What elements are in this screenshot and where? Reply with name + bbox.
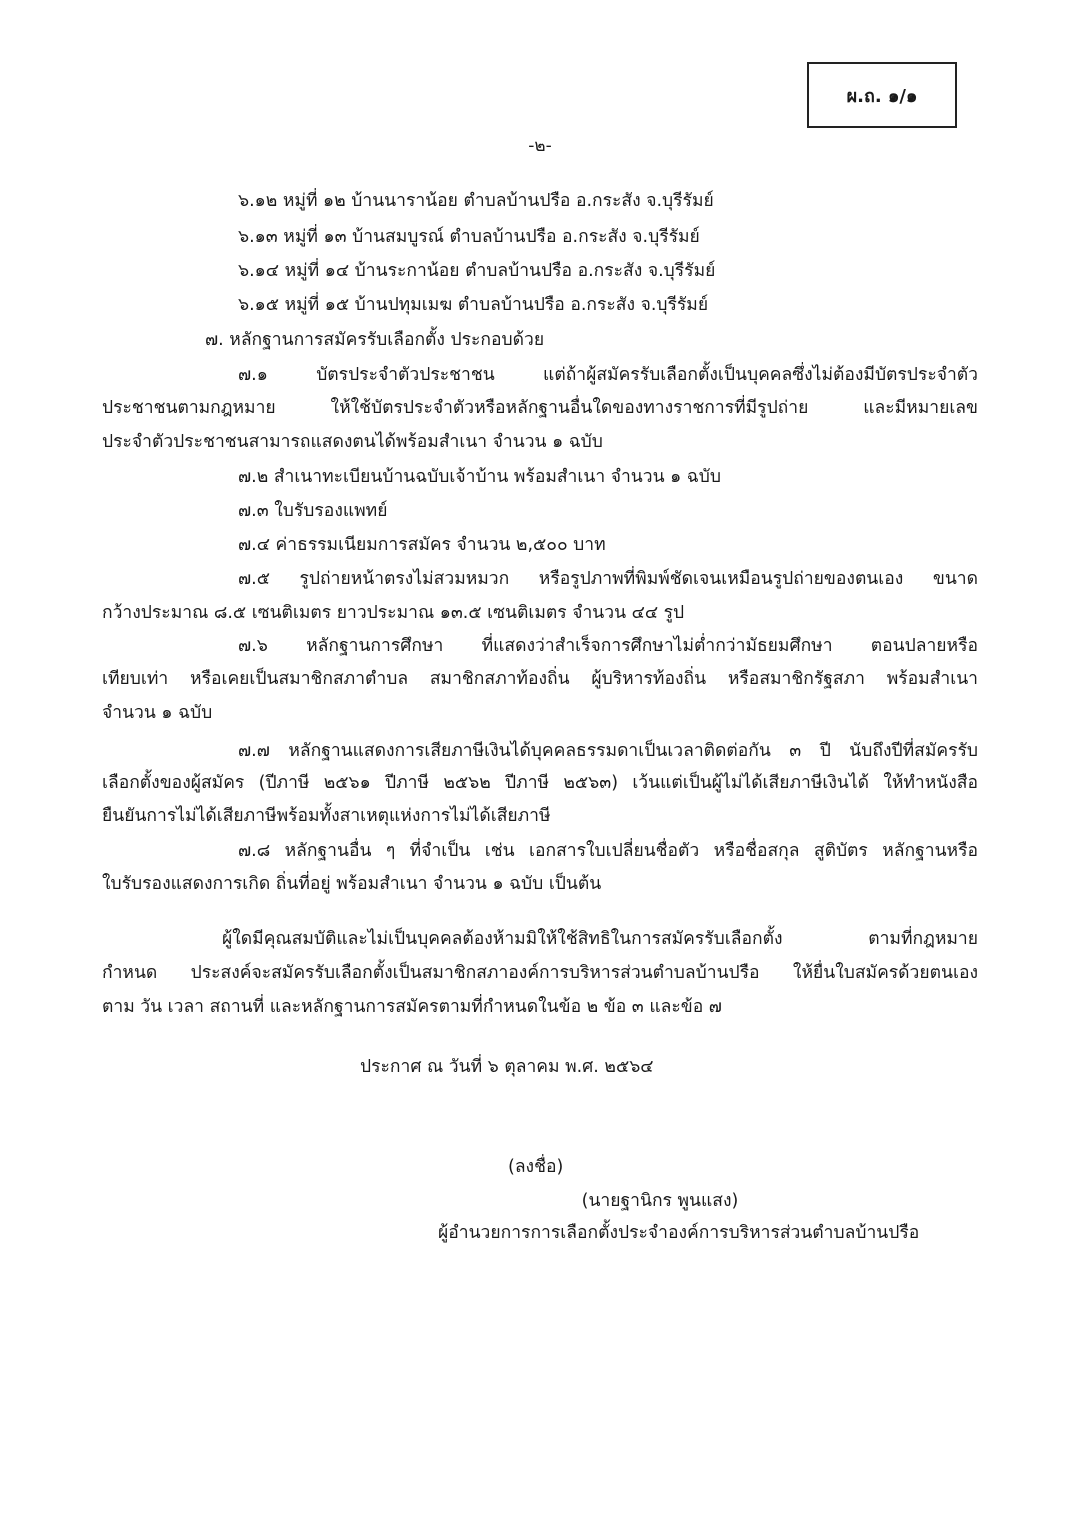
announce-date: ประกาศ ณ วันที่ ๖ ตุลาคม พ.ศ. ๒๕๖๔: [360, 1057, 654, 1077]
form-code: ผ.ถ. ๑/๑: [846, 85, 918, 107]
item-7-6-line: เทียบเท่า หรือเคยเป็นสมาชิกสภาตำบล สมาชิกสภาท้องถิ่น ผู้บริหารท้องถิ่น หรือสมาชิกรัฐสภา พร้อมสำเนา: [102, 669, 978, 689]
item-7-1-line: ประจำตัวประชาชนสามารถแสดงตนได้พร้อมสำเนา จำนวน ๑ ฉบับ: [102, 432, 603, 452]
item-7-1-line: ประชาชนตามกฎหมาย ให้ใช้บัตรประจำตัวหรือหลักฐานอื่นใดของทางราชการที่มีรูปถ่าย และมีหมายเลข: [102, 398, 978, 418]
closing-line: ตาม วัน เวลา สถานที่ และหลักฐานการสมัครตามที่กำหนดในข้อ ๒ ข้อ ๓ และข้อ ๗: [102, 997, 722, 1017]
item-7-1-line: ๗.๑ บัตรประจำตัวประชาชน แต่ถ้าผู้สมัครรับเลือกตั้งเป็นบุคคลซึ่งไม่ต้องมีบัตรประจำตัว: [238, 365, 978, 385]
item-7-5-line: ๗.๕ รูปถ่ายหน้าตรงไม่สวมหมวก หรือรูปภาพที่พิมพ์ชัดเจนเหมือนรูปถ่ายของตนเอง ขนาด: [238, 569, 978, 589]
village-line: ๖.๑๓ หมู่ที่ ๑๓ บ้านสมบูรณ์ ตำบลบ้านปรือ อ.กระสัง จ.บุรีรัมย์: [238, 227, 700, 247]
item-7-7-line: ๗.๗ หลักฐานแสดงการเสียภาษีเงินได้บุคคลธรรมดาเป็นเวลาติดต่อกัน ๓ ปี นับถึงปีที่สมัครรับ: [238, 741, 978, 761]
item-7-7-line: ยืนยันการไม่ได้เสียภาษีพร้อมทั้งสาเหตุแห่งการไม่ได้เสียภาษี: [102, 806, 551, 826]
closing-line: กำหนด ประสงค์จะสมัครรับเลือกตั้งเป็นสมาชิกสภาองค์การบริหารส่วนตำบลบ้านปรือ ให้ยื่นใบสมัครด้วยตนเอง: [102, 963, 978, 983]
item-7-6-line: ๗.๖ หลักฐานการศึกษา ที่แสดงว่าสำเร็จการศึกษาไม่ต่ำกว่ามัธยมศึกษา ตอนปลายหรือ: [238, 636, 978, 656]
village-line: ๖.๑๕ หมู่ที่ ๑๕ บ้านปทุมเมฆ ตำบลบ้านปรือ อ.กระสัง จ.บุรีรัมย์: [238, 295, 709, 315]
item-7-7-line: เลือกตั้งของผู้สมัคร (ปีภาษี ๒๕๖๑ ปีภาษี ๒๕๖๒ ปีภาษี ๒๕๖๓) เว้นแต่เป็นผู้ไม่ได้เสียภาษีเงินได้ ให้ทำหนังสือ: [102, 773, 978, 793]
item-7-6-line: จำนวน ๑ ฉบับ: [102, 703, 213, 723]
item-7-5-line: กว้างประมาณ ๘.๕ เซนติเมตร ยาวประมาณ ๑๓.๕ เซนติเมตร จำนวน ๔๔ รูป: [102, 603, 685, 623]
item-7-8-line: ใบรับรองแสดงการเกิด ถิ่นที่อยู่ พร้อมสำเนา จำนวน ๑ ฉบับ เป็นต้น: [102, 874, 602, 894]
item-7-2: ๗.๒ สำเนาทะเบียนบ้านฉบับเจ้าบ้าน พร้อมสำเนา จำนวน ๑ ฉบับ: [238, 467, 721, 487]
village-line: ๖.๑๔ หมู่ที่ ๑๔ บ้านระกาน้อย ตำบลบ้านปรือ อ.กระสัง จ.บุรีรัมย์: [238, 261, 716, 281]
item-7-8-line: ๗.๘ หลักฐานอื่น ๆ ที่จำเป็น เช่น เอกสารใบเปลี่ยนชื่อตัว หรือชื่อสกุล สูติบัตร หลักฐานหรือ: [238, 841, 978, 861]
sign-label: (ลงชื่อ): [508, 1157, 564, 1177]
section-7-heading: ๗. หลักฐานการสมัครรับเลือกตั้ง ประกอบด้วย: [205, 330, 545, 350]
signer-title: ผู้อำนวยการการเลือกตั้งประจำองค์การบริหารส่วนตำบลบ้านปรือ: [438, 1223, 920, 1243]
signer-name: (นายฐานิกร พูนแสง): [581, 1191, 739, 1211]
closing-line: ผู้ใดมีคุณสมบัติและไม่เป็นบุคคลต้องห้ามมิให้ใช้สิทธิในการสมัครรับเลือกตั้ง ตามที่กฎหมาย: [222, 929, 978, 949]
item-7-4: ๗.๔ ค่าธรรมเนียมการสมัคร จำนวน ๒,๕๐๐ บาท: [238, 535, 606, 555]
item-7-3: ๗.๓ ใบรับรองแพทย์: [238, 501, 388, 521]
village-line: ๖.๑๒ หมู่ที่ ๑๒ บ้านนาราน้อย ตำบลบ้านปรือ อ.กระสัง จ.บุรีรัมย์: [238, 191, 714, 211]
page-number: -๒-: [528, 136, 552, 156]
form-code-box: [807, 62, 957, 128]
